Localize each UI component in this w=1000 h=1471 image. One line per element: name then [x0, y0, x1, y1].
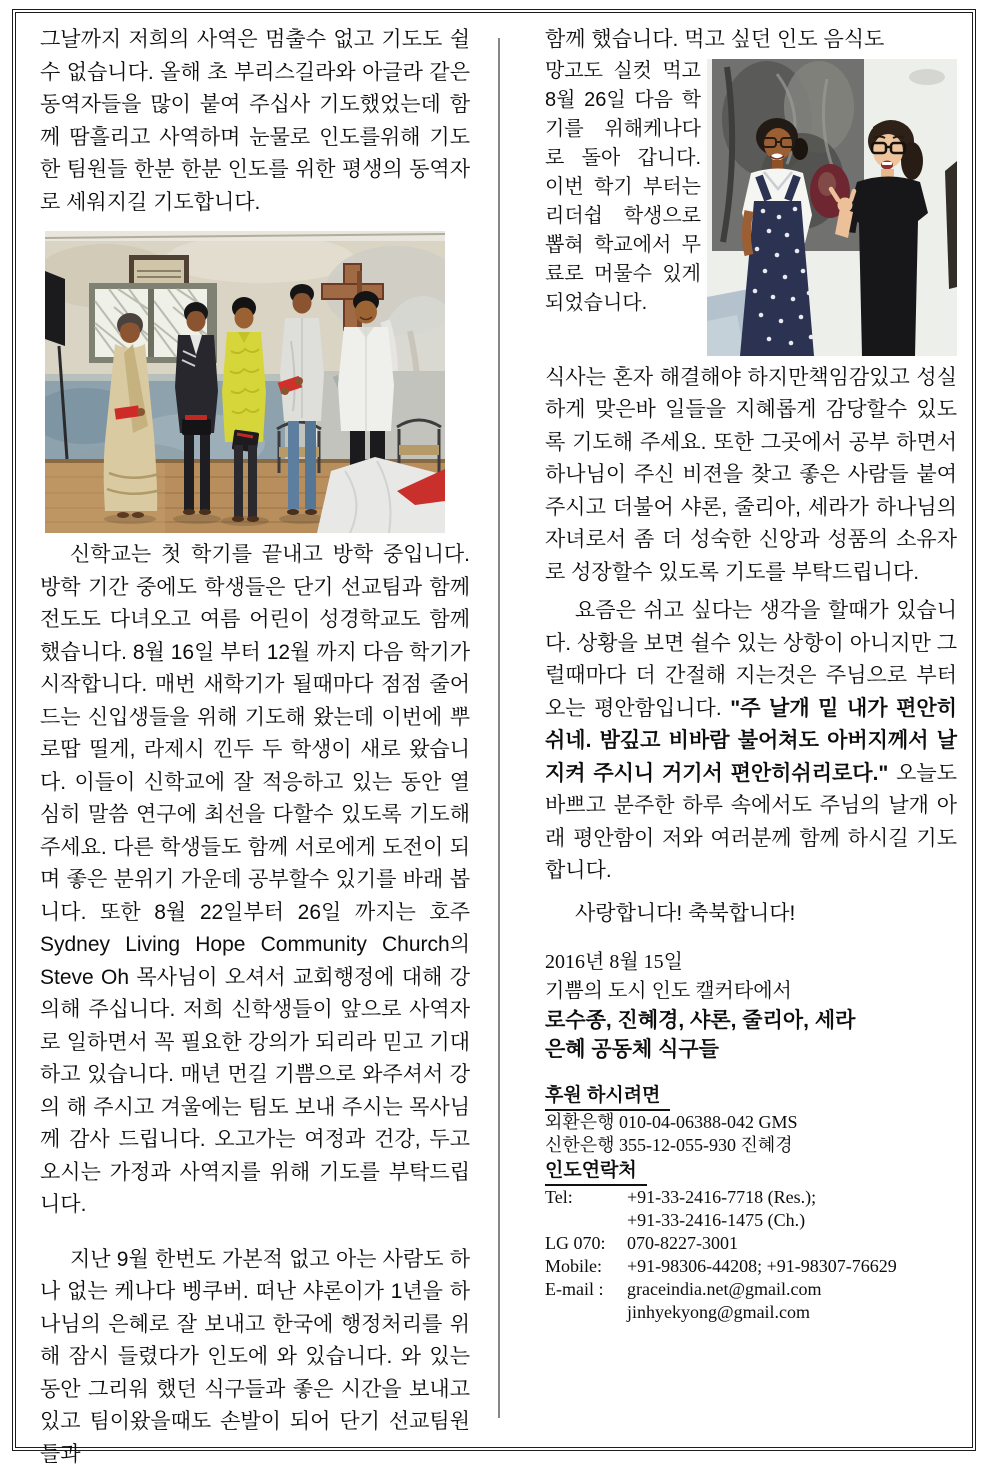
- contact-row-email: E-mail : graceindia.net@gmail.com: [545, 1278, 957, 1301]
- column-divider: [498, 38, 500, 1418]
- contact-row-mobile: Mobile: +91-98306-44208; +91-98307-76629: [545, 1255, 957, 1278]
- signoff-place: 기쁨의 도시 인도 캘커타에서: [545, 977, 957, 1006]
- paragraph-rest-and-peace: [545, 595, 957, 888]
- photo-text-wrap: [545, 57, 957, 356]
- signoff-date: 2016년 8월 15일: [545, 948, 957, 977]
- signoff-family: 은혜 공동체 식구들: [545, 1035, 957, 1064]
- right-column: [545, 24, 957, 1324]
- paragraph-leadership-prayer: 식사는 혼자 해결해야 하지만책임감있고 성실하게 맞은바 일들을 지혜롭게 감당할수 있도록 기도해 주세요. 또한 그곳에서 공부 하면서 하나님이 주신 비젼을 찾고 좋은 사람들 붙여 주시고 더불어 샤론, 줄리아, 세라가 하나님의 자녀로서 좀 더 성숙한 신앙과 성품의 소유자로 성장할수 있도록 기도를 부탁드립니다.: [545, 362, 957, 590]
- two-girls-photo: [707, 59, 957, 356]
- paragraph-beside-photo: 망고도 실컷 먹고 8월 26일 다음 학기를 위해케나다로 돌아 갑니다. 이번 학기 부터는 리더쉽 학생으로 뽑혀 학교에서 무료로 머물수 있게 되었습니다.: [545, 57, 701, 318]
- contact-row-lg070: LG 070: 070-8227-3001: [545, 1232, 957, 1255]
- paragraph-seminary-semester: 신학교는 첫 학기를 끝내고 방학 중입니다. 방학 기간 중에도 학생들은 단기 선교팀과 함께 전도도 다녀오고 여름 어린이 성경학교도 함께 했습니다. 8월 16일 부터 12월 까지 다음 학기가 시작합니다. 매번 새학기가 될때마다 점점 줄어드는 신입생들을 위해 기도해 왔는데 이번에 뿌로땁 띨게, 라제시 낀두 두 학생이 새로 왔습니다. 이들이 신학교에 잘 적응하고 있는 동안 열심히 말씀 연구에 최선을 다할수 있도록 기도해 주세요. 다른 학생들도 함께 서로에게 도전이 되며 좋은 분위기 가운데 공부할수 있기를 바래 봅니다. 또한 8월 22일부터 26일 까지는 호주 Sydney Living Hope Community Church의 Steve Oh 목사님이 오셔서 교회행정에 대해 강의해 주십니다. 저희 신학생들이 앞으로 사역자로 일하면서 꼭 필요한 강의가 되리라 믿고 기대하고 있습니다. 매년 먼길 기쁨으로 와주셔서 강의 해 주시고 겨울에는 팀도 보내 주시는 목사님께 감사 드립니다. 오고가는 여정과 건강, 두고 오시는 가정과 사역지를 위해 기도를 부탁드립니다.: [40, 539, 470, 1222]
- contact-row-tel2: +91-33-2416-1475 (Ch.): [545, 1209, 957, 1232]
- support-contact-section: [545, 1084, 957, 1324]
- paragraph-sharon-vancouver: 지난 9월 한번도 가본적 없고 아는 사람도 하나 없는 케나다 벵쿠버. 떠난 샤론이가 1년을 하나님의 은혜로 잘 보내고 한국에 행정처리를 위해 잠시 들렸다가 인도에 와 있습니다. 와 있는 동안 그리워 했던 식구들과 좋은 시간을 보내고 있고 팀이왔을때도 손발이 되어 단기 선교팀원들과: [40, 1244, 470, 1471]
- paragraph-coworkers-prayer: 그날까지 저희의 사역은 멈출수 없고 기도도 쉴수 없습니다. 올해 초 부리스길라와 아글라 같은 동역자들을 많이 붙여 주십사 기도했었는데 함께 땀흘리고 사역하며 눈물로 인도를위해 기도한 팀원들 한분 한분 인도를 위한 평생의 동역자로 세워지길 기도합니다.: [40, 24, 470, 219]
- quote-post-text: 오늘도 바쁘고 분주한 하루 속에서도 주님의 날개 아래 평안함이 저와 여러분께 함께 하시길 기도합니다.: [545, 762, 957, 883]
- contact-row-tel: Tel: +91-33-2416-7718 (Res.);: [545, 1186, 957, 1209]
- group-photo: [45, 231, 445, 533]
- left-column: [40, 24, 470, 1471]
- signoff-names: 로수종, 진혜경, 샤론, 줄리아, 세라: [545, 1006, 957, 1035]
- hymn-quote: "주 날개 밑 내가 편안히 쉬네. 밤깊고 비바람 불어쳐도 아버지께서 날 지켜 주시니 거기서 편안히쉬리로다.": [545, 697, 957, 785]
- support-heading: 후원 하시려면: [545, 1084, 957, 1111]
- signoff-block: [545, 948, 957, 1064]
- contact-row-email2: jinhyekyong@gmail.com: [545, 1301, 957, 1324]
- paragraph-food-intro: 함께 했습니다. 먹고 싶던 인도 음식도: [545, 24, 957, 57]
- closing-greeting: 사랑합니다! 축북합니다!: [545, 898, 957, 931]
- india-contact-heading: 인도연락처: [545, 1159, 957, 1186]
- quote-pre-text: 요즘은 쉬고 싶다는 생각을 할때가 있습니다. 상황을 보면 쉴수 있는 상항이 아니지만 그럴때마다 더 간절해 지는것은 주님으로 부터 오는 평안함입니다.: [545, 599, 957, 720]
- bank-account-row: 신한은행 355-12-055-930 진혜경: [545, 1134, 957, 1157]
- bank-account-row: 외환은행 010-04-06388-042 GMS: [545, 1111, 957, 1134]
